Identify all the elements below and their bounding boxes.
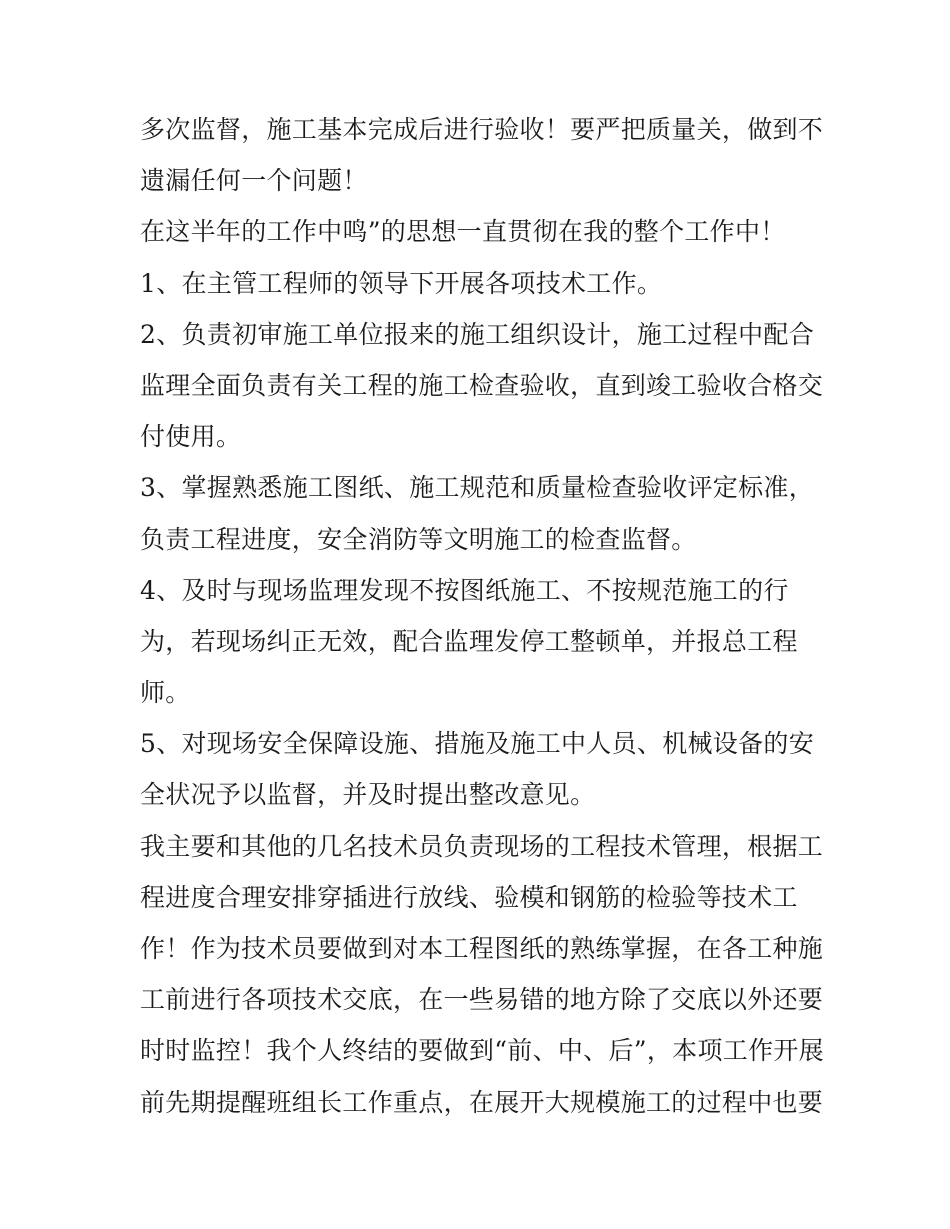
text-line: 工前进行各项技术交底，在一些易错的地方除了交底以外还要: [140, 985, 824, 1015]
text-line: 时时监控！我个人终结的要做到“前、中、后”，本项工作开展: [140, 1036, 824, 1066]
text-line: 负责工程进度，安全消防等文明施工的检查监督。: [140, 524, 697, 554]
text-line: 多次监督，施工基本完成后进行验收！要严把质量关，做到不: [140, 115, 824, 144]
text-line: 监理全面负责有关工程的施工检查验收，直到竣工验收合格交: [140, 370, 824, 400]
text-line: 遗漏任何一个问题！: [140, 166, 368, 196]
text-line: 我主要和其他的几名技术员负责现场的工程技术管理，根据工: [140, 831, 824, 861]
text-line: 为，若现场纠正无效，配合监理发停工整顿单，并报总工程: [140, 626, 798, 656]
text-line: 付使用。: [140, 422, 242, 452]
text-line: 3、掌握熟悉施工图纸、施工规范和质量检查验收评定标准，: [140, 473, 815, 503]
text-line: 在这半年的工作中鸣”的思想一直贯彻在我的整个工作中！: [140, 217, 786, 247]
text-line: 2、负责初审施工单位报来的施工组织设计，施工过程中配合: [140, 319, 815, 349]
text-line: 作！作为技术员要做到对本工程图纸的熟练掌握，在各工种施: [140, 934, 824, 963]
text-line: 4、及时与现场监理发现不按图纸施工、不按规范施工的行: [140, 575, 789, 605]
text-line: 师。: [140, 678, 191, 708]
text-line: 1、在主管工程师的领导下开展各项技术工作。: [140, 268, 663, 298]
text-line: 前先期提醒班组长工作重点，在展开大规模施工的过程中也要: [140, 1087, 824, 1117]
body-text: [140, 104, 824, 1128]
text-line: 5、对现场安全保障设施、措施及施工中人员、机械设备的安: [140, 729, 815, 759]
text-line: 全状况予以监督，并及时提出整改意见。: [140, 780, 596, 810]
text-line: 程进度合理安排穿插进行放线、验模和钢筋的检验等技术工: [140, 882, 798, 912]
